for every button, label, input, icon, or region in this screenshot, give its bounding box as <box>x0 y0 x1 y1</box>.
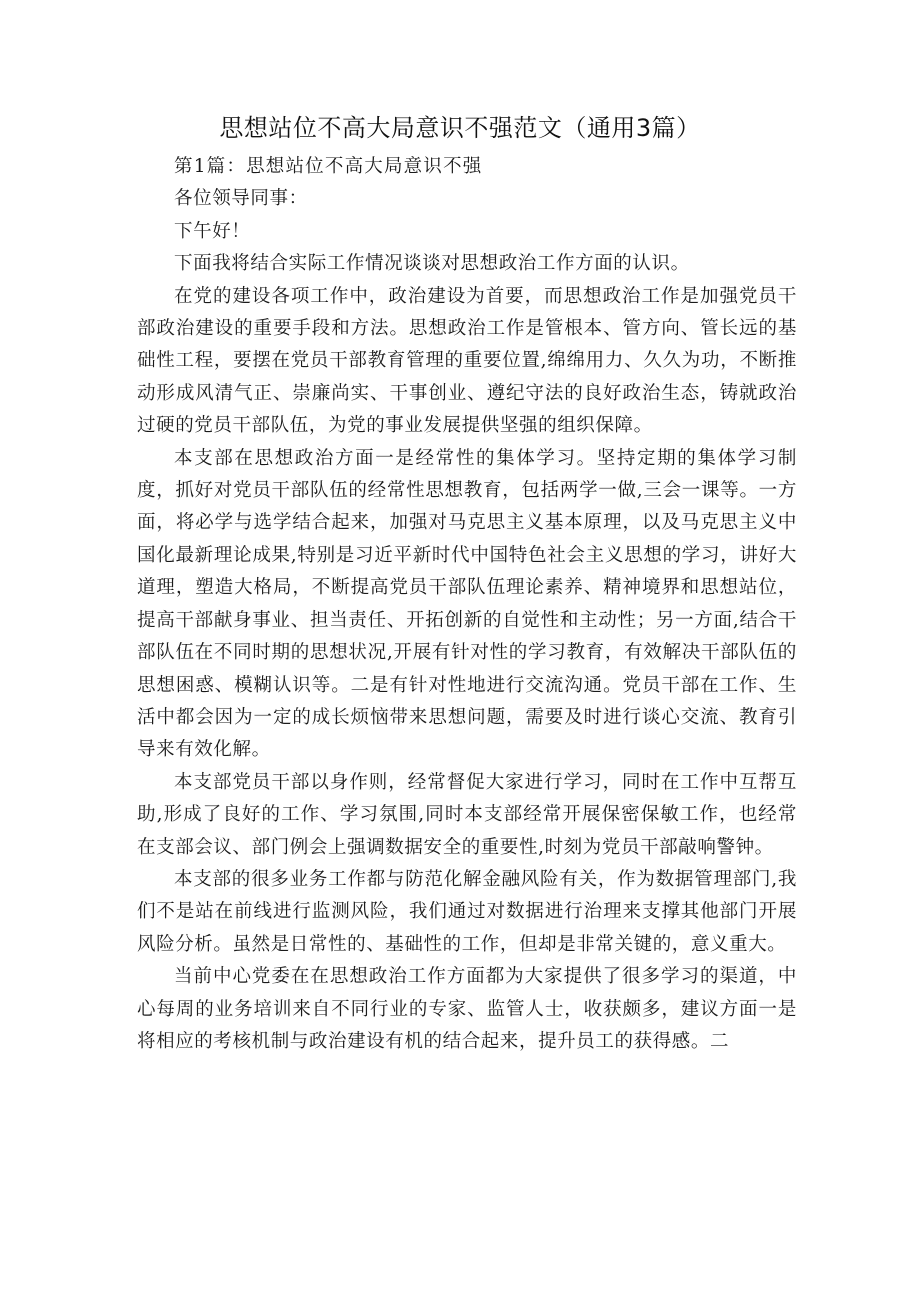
paragraph: 本支部党员干部以身作则，经常督促大家进行学习，同时在工作中互帮互助,形成了良好的工作、学习氛围,同时本支部经常开展保密保敏工作，也经常在支部会议、部门例会上强调数据安全的重要性,时刻为党员干部敲响警钟。 <box>137 771 797 858</box>
paragraph: 在党的建设各项工作中，政治建设为首要，而思想政治工作是加强党员干部政治建设的重要手段和方法。思想政治工作是管根本、管方向、管长远的基础性工程，要摆在党员干部教育管理的重要位置,绵绵用力、久久为功，不断推动形成风清气正、崇廉尚实、干事创业、遵纪守法的良好政治生态，铸就政治过硬的党员干部队伍，为党的事业发展提供坚强的组织保障。 <box>137 285 797 437</box>
salutation: 下午好！ <box>174 220 251 242</box>
paragraph: 本支部在思想政治方面一是经常性的集体学习。坚持定期的集体学习制度，抓好对党员干部队伍的经常性思想教育，包括两学一做,三会一课等。一方面，将必学与选学结合起来，加强对马克思主义基本原理，以及马克思主义中国化最新理论成果,特别是习近平新时代中国特色社会主义思想的学习，讲好大道理，塑造大格局，不断提高党员干部队伍理论素养、精神境界和思想站位，提高干部献身事业、担当责任、开拓创新的自觉性和主动性；另一方面,结合干部队伍在不同时期的思想状况,开展有针对性的学习教育，有效解决干部队伍的思想困惑、模糊认识等。二是有针对性地进行交流沟通。党员干部在工作、生活中都会因为一定的成长烦恼带来思想问题，需要及时进行谈心交流、教育引导来有效化解。 <box>137 447 797 761</box>
document-body <box>137 151 797 1058</box>
paragraph: 下面我将结合实际工作情况谈谈对思想政治工作方面的认识。 <box>174 253 690 275</box>
section-subtitle: 第1篇：思想站位不高大局意识不强 <box>174 156 483 177</box>
paragraph: 本支部的很多业务工作都与防范化解金融风险有关，作为数据管理部门,我们不是站在前线进行监测风险，我们通过对数据进行治理来支撑其他部门开展风险分析。虽然是日常性的、基础性的工作，但却是非常关键的，意义重大。 <box>137 868 797 955</box>
document-title: 思想站位不高大局意识不强范文（通用3篇） <box>219 114 701 142</box>
paragraph: 当前中心党委在在思想政治工作方面都为大家提供了很多学习的渠道，中心每周的业务培训来自不同行业的专家、监管人士，收获颇多，建议方面一是将相应的考核机制与政治建设有机的结合起来，提升员工的获得感。二 <box>137 966 797 1052</box>
greeting: 各位领导同事： <box>174 188 308 210</box>
